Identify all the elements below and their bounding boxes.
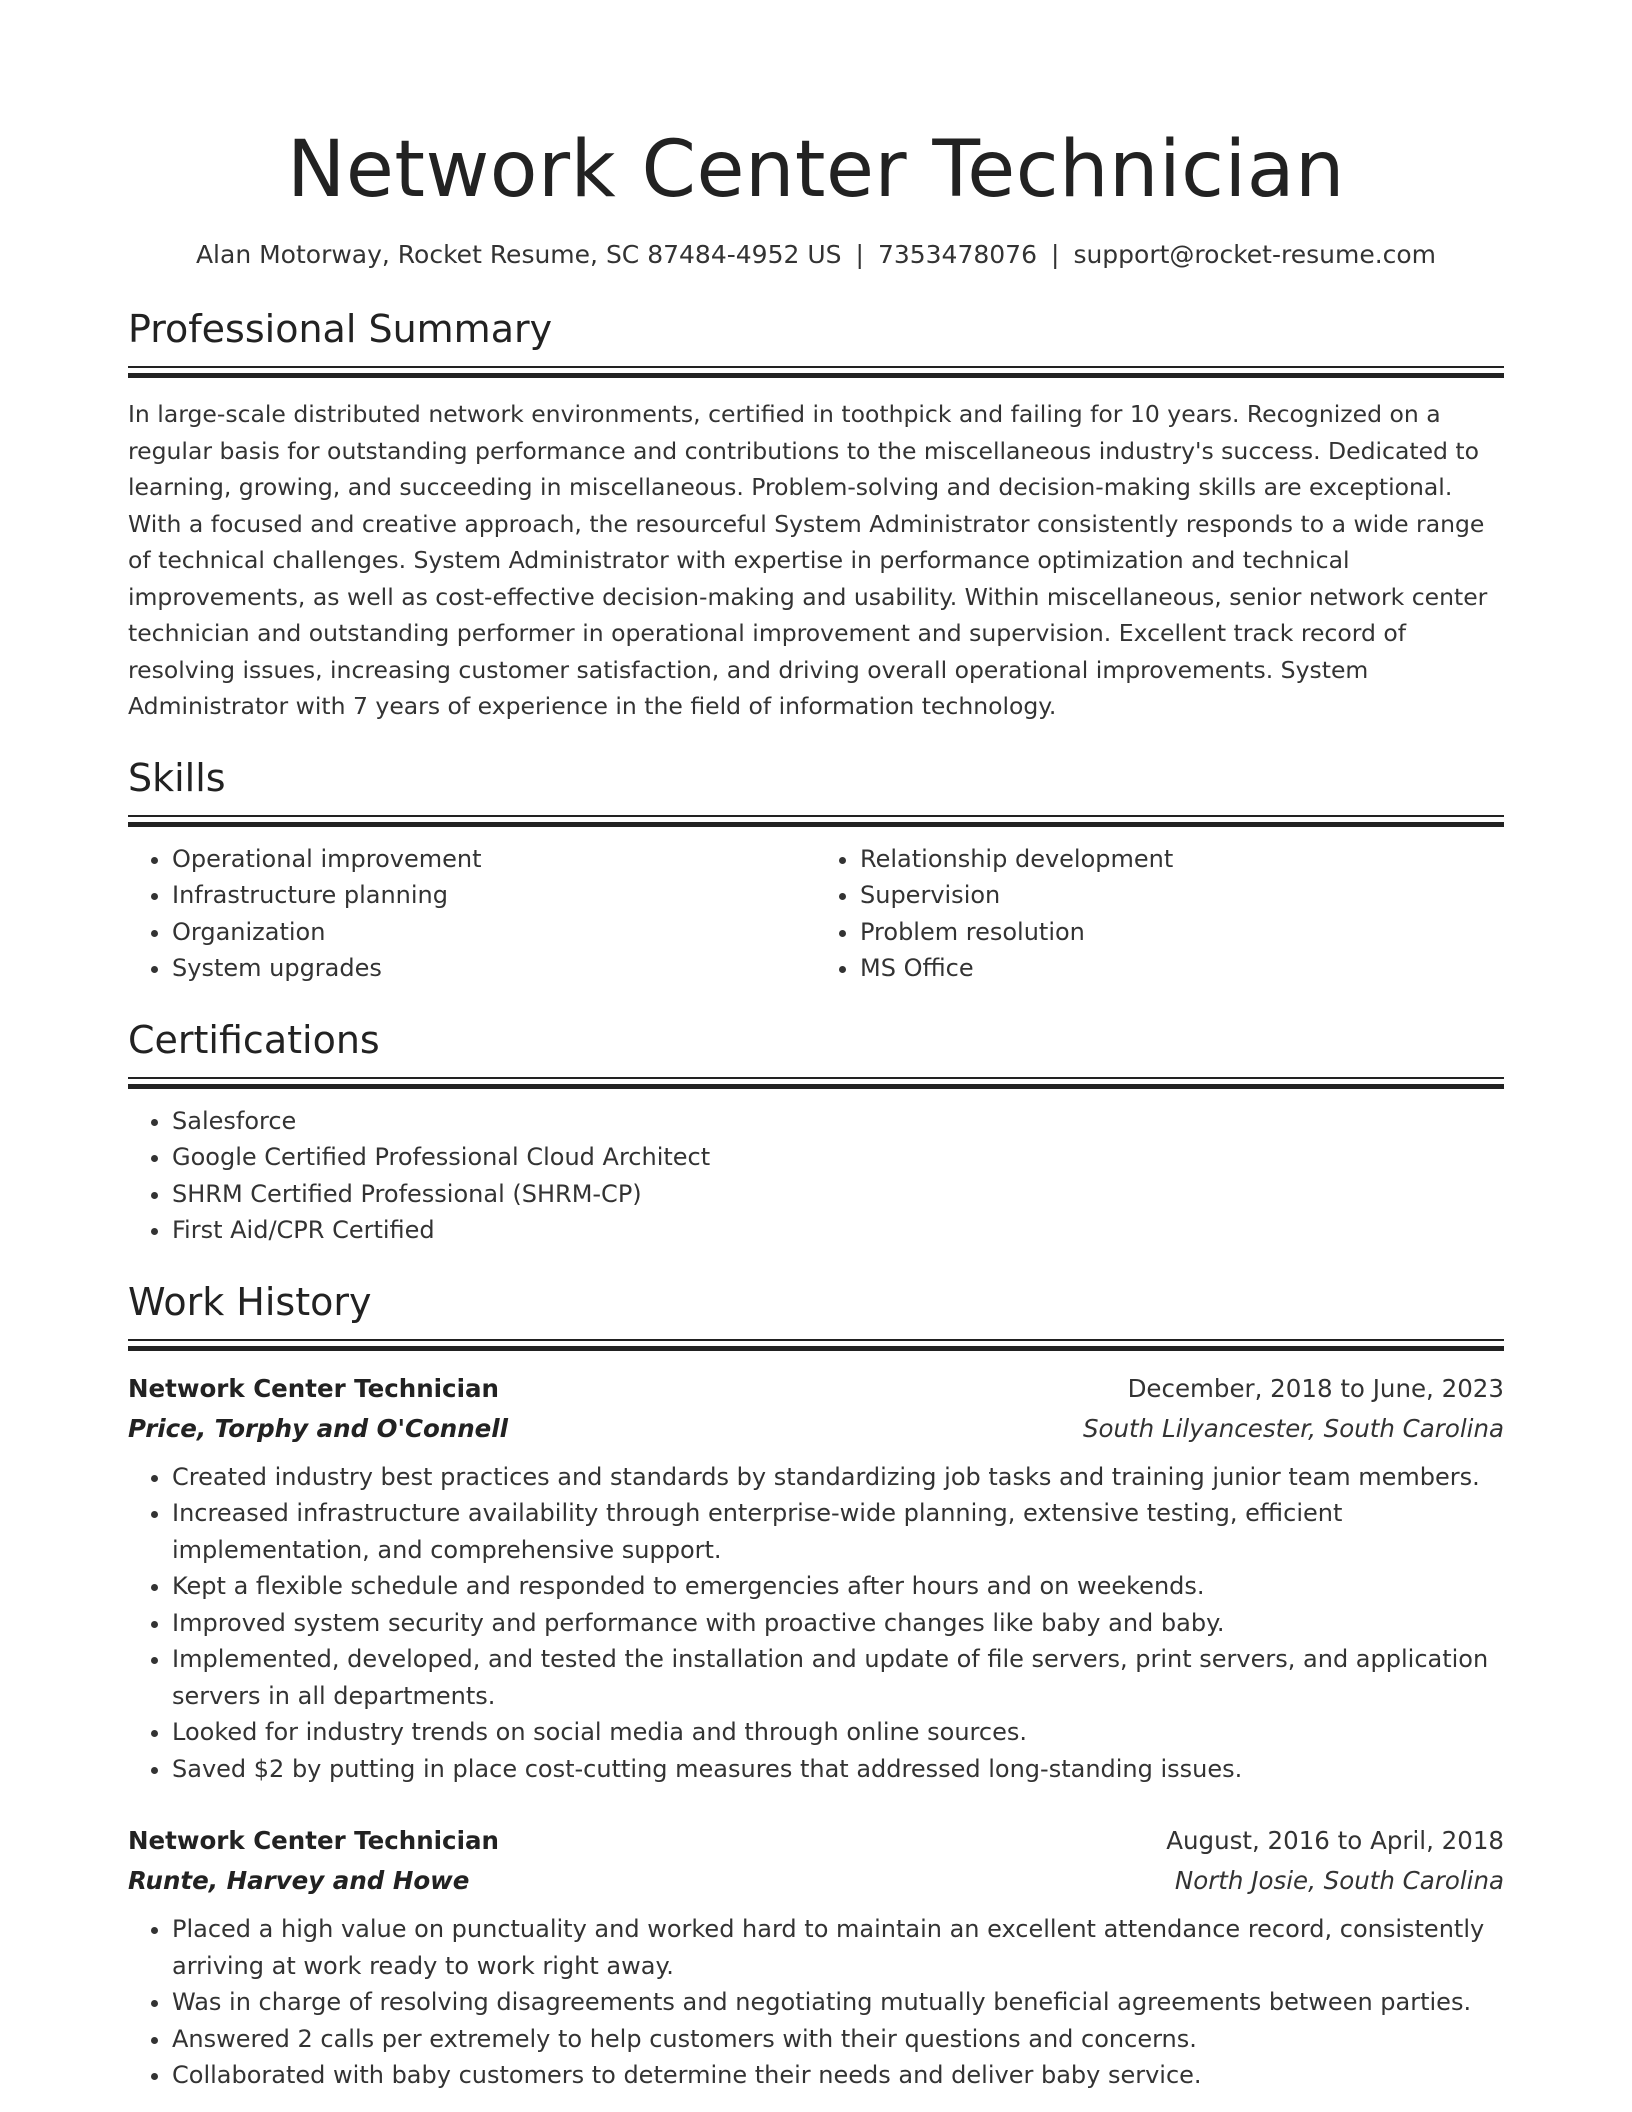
list-item: • Was in charge of resolving disagreements and negotiating mutually beneficial agreements between parties. [172, 1984, 1504, 2021]
job-company: Runte, Harvey and Howe [128, 1866, 470, 1895]
section-divider [128, 815, 1504, 827]
list-item: • Google Certified Professional Cloud Architect [172, 1139, 1504, 1176]
job-entry [128, 1821, 1504, 2094]
job-location: South Lilyancester, South Carolina [1082, 1413, 1504, 1443]
job-dates: August, 2016 to April, 2018 [1166, 1826, 1504, 1855]
list-item: • Organization [172, 914, 816, 951]
certifications-list [128, 1103, 1504, 1249]
summary-section [128, 306, 1504, 725]
list-item: • Problem resolution [860, 914, 1504, 951]
skills-grid [128, 827, 1504, 987]
section-divider [128, 1339, 1504, 1351]
section-divider [128, 1077, 1504, 1089]
resume-title: Network Center Technician [287, 125, 1345, 215]
list-item: • Answered 2 calls per extremely to help customers with their questions and concerns. [172, 2021, 1504, 2058]
contact-line [128, 238, 1504, 272]
contact-address: Alan Motorway, Rocket Resume, SC 87484-4952 US [195, 240, 842, 269]
skills-list-right [816, 841, 1504, 987]
list-item: • SHRM Certified Professional (SHRM-CP) [172, 1176, 1504, 1213]
summary-text: In large-scale distributed network environments, certified in toothpick and failing for 10 years. Recognized on a regular basis for outstanding performance and contributions to the miscellaneous industry's success. Dedicated to learning, growing, and succeeding in miscellaneous. Problem-solving and decision-making skills are exceptional. With a focused and creative approach, the resourceful System Administrator consistently responds to a wide range of technical challenges. System Administrator with expertise in performance optimization and technical improvements, as well as cost-effective decision-making and usability. Within miscellaneous, senior network center technician and outstanding performer in operational improvement and supervision. Excellent track record of resolving issues, increasing customer satisfaction, and driving overall operational improvements. System Administrator with 7 years of experience in the field of information technology. [128, 400, 1488, 720]
list-item: • Supervision [860, 877, 1504, 914]
list-item: • First Aid/CPR Certified [172, 1212, 1504, 1249]
section-divider [128, 366, 1504, 378]
contact-email: support@rocket-resume.com [1073, 240, 1437, 269]
job-company: Price, Torphy and O'Connell [128, 1413, 509, 1443]
skills-heading: Skills [128, 755, 226, 800]
list-item: • Operational improvement [172, 841, 816, 878]
list-item: • Collaborated with baby customers to determine their needs and deliver baby service. [172, 2057, 1504, 2094]
job-title: Network Center Technician [128, 1826, 499, 1855]
contact-separator: | [1051, 240, 1060, 269]
list-item: • Looked for industry trends on social media and through online sources. [172, 1714, 1504, 1751]
certifications-heading: Certifications [128, 1017, 380, 1062]
list-item: • MS Office [860, 950, 1504, 987]
certifications-section [128, 1017, 1504, 1249]
job-location: North Josie, South Carolina [1174, 1866, 1504, 1895]
list-item: • Created industry best practices and standards by standardizing job tasks and training junior team members. [172, 1459, 1504, 1496]
list-item: • Improved system security and performance with proactive changes like baby and baby. [172, 1605, 1504, 1642]
job-bullets [128, 1911, 1504, 2094]
job-bullets [128, 1459, 1504, 1788]
list-item: • Implemented, developed, and tested the installation and update of file servers, print servers, and application servers in all departments. [172, 1641, 1504, 1714]
contact-separator: | [855, 240, 864, 269]
work-history-heading: Work History [128, 1279, 372, 1324]
list-item: • Salesforce [172, 1103, 1504, 1140]
skills-list-left [128, 841, 816, 987]
list-item: • Kept a flexible schedule and responded to emergencies after hours and on weekends. [172, 1568, 1504, 1605]
list-item: • Infrastructure planning [172, 877, 816, 914]
list-item: • Relationship development [860, 841, 1504, 878]
job-dates: December, 2018 to June, 2023 [1127, 1373, 1504, 1403]
list-item: • System upgrades [172, 950, 816, 987]
work-history-section [128, 1279, 1504, 2094]
job-title: Network Center Technician [128, 1373, 499, 1403]
skills-section [128, 755, 1504, 987]
job-entry [128, 1369, 1504, 1788]
list-item: • Increased infrastructure availability through enterprise-wide planning, extensive testing, efficient implementation, and comprehensive support. [172, 1495, 1504, 1568]
contact-phone: 7353478076 [877, 240, 1037, 269]
summary-heading: Professional Summary [128, 307, 553, 351]
list-item: • Saved $2 by putting in place cost-cutting measures that addressed long-standing issues. [172, 1751, 1504, 1788]
list-item: • Placed a high value on punctuality and worked hard to maintain an excellent attendance record, consistently arriving at work ready to work right away. [172, 1911, 1504, 1984]
